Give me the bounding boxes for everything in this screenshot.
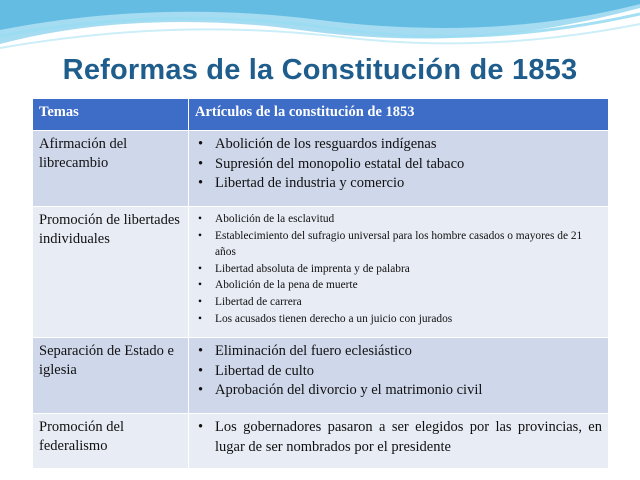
- reforms-table: [32, 98, 609, 469]
- column-header-articulos: Artículos de la constitución de 1853: [189, 99, 609, 131]
- bullet-icon: •: [198, 213, 202, 225]
- list-item: [195, 135, 602, 155]
- list-item: [195, 311, 602, 328]
- table-row: [33, 414, 609, 469]
- bullet-icon: •: [198, 343, 204, 359]
- list-item: [195, 211, 602, 228]
- list-item-text: Libertad de culto: [215, 362, 315, 379]
- list-item: [195, 342, 602, 362]
- bullet-icon: •: [198, 155, 204, 172]
- list-item: [195, 228, 602, 261]
- list-item: [195, 418, 602, 457]
- bullet-icon: •: [198, 279, 202, 292]
- list-item-text: Abolición de la pena de muerte: [215, 279, 358, 292]
- list-item-text: Los acusados tienen derecho a un juicio con jurados: [215, 312, 453, 325]
- table-header-row: [33, 99, 609, 131]
- list-item-text: Libertad absoluta de imprenta y de palabra: [215, 262, 410, 275]
- tema-cell: Separación de Estado e iglesia: [33, 338, 189, 414]
- bullet-icon: •: [198, 419, 204, 435]
- articulos-cell: [189, 414, 609, 469]
- list-item: [195, 277, 602, 294]
- tema-cell: Promoción de libertades individuales: [33, 207, 189, 338]
- list-item-text: Aprobación del divorcio y el matrimonio civil: [215, 382, 483, 398]
- bullet-icon: •: [198, 312, 202, 325]
- list-item-text: Eliminación del fuero eclesiástico: [215, 343, 412, 359]
- list-item-text: Los gobernadores pasaron a ser elegidos por las provincias, en lugar de ser nombrados por el presidente: [215, 419, 602, 455]
- bullet-icon: •: [198, 229, 202, 242]
- list-item: [195, 261, 602, 278]
- list-item: [195, 381, 602, 401]
- list-item: [195, 362, 602, 382]
- articulos-cell: [189, 338, 609, 414]
- articulos-list: [195, 342, 602, 401]
- list-item-text: Supresión del monopolio estatal del tabaco: [215, 155, 465, 172]
- articulos-cell: [189, 131, 609, 207]
- articulos-list: [195, 418, 602, 457]
- list-item-text: Abolición de la esclavitud: [215, 213, 335, 225]
- table-row: [33, 131, 609, 207]
- table-row: [33, 338, 609, 414]
- list-item: [195, 155, 602, 175]
- column-header-temas: Temas: [33, 99, 189, 131]
- tema-cell: Promoción del federalismo: [33, 414, 189, 469]
- bullet-icon: •: [198, 362, 204, 379]
- articulos-list: [195, 135, 602, 194]
- bullet-icon: •: [198, 262, 202, 275]
- bullet-icon: •: [198, 295, 202, 308]
- page-title: Reformas de la Constitución de 1853: [62, 54, 578, 86]
- articulos-cell: [189, 207, 609, 338]
- list-item-text: Abolición de los resguardos indígenas: [215, 136, 437, 152]
- table-row: [33, 207, 609, 338]
- articulos-list: [195, 211, 602, 327]
- list-item: [195, 294, 602, 311]
- list-item: [195, 174, 602, 194]
- list-item-text: Establecimiento del sufragio universal para los hombre casados o mayores de 21 años: [215, 229, 583, 259]
- list-item-text: Libertad de carrera: [215, 295, 302, 308]
- bullet-icon: •: [198, 382, 204, 398]
- bullet-icon: •: [198, 136, 204, 152]
- tema-cell: Afirmación del librecambio: [33, 131, 189, 207]
- bullet-icon: •: [198, 175, 204, 191]
- list-item-text: Libertad de industria y comercio: [215, 175, 405, 191]
